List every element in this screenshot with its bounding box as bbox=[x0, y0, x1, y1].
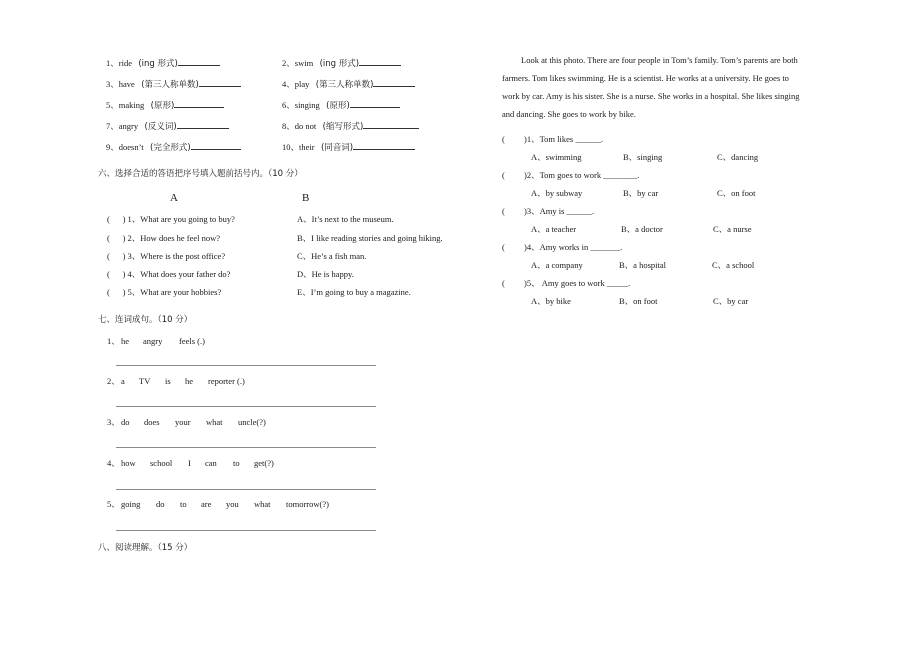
word-form-item-3 bbox=[106, 79, 241, 90]
answer-blank[interactable] bbox=[178, 58, 220, 66]
matching-row-2 bbox=[107, 234, 220, 243]
answer-option: B、I like reading stories and going hiking. bbox=[297, 233, 443, 243]
answer-blank[interactable] bbox=[199, 79, 241, 87]
question-text: 5、What are your hobbies? bbox=[127, 287, 222, 297]
separator: 、 bbox=[286, 121, 295, 131]
section-8-title: 八、阅读理解。（15 分） bbox=[98, 543, 193, 553]
matching-row-3 bbox=[107, 252, 225, 261]
word: are bbox=[201, 499, 212, 509]
section-6-title: 六、选择合适的答语把序号填入题前括号内。（10 分） bbox=[98, 169, 303, 179]
sentence-item-2 bbox=[107, 376, 245, 386]
item-number: 3 bbox=[106, 79, 111, 89]
item-hint: (缩写形式) bbox=[322, 122, 364, 132]
item-number: 8 bbox=[282, 121, 287, 131]
item-word: their bbox=[299, 142, 315, 152]
word: going bbox=[121, 499, 141, 509]
question-stem: )3、Amy is ______. bbox=[524, 206, 595, 216]
item-word: angry bbox=[118, 121, 139, 131]
option-c[interactable]: C、on foot bbox=[717, 188, 756, 198]
answer-bracket[interactable]: ( ) bbox=[107, 269, 126, 279]
item-word: swim bbox=[294, 58, 314, 68]
column-a-header: A bbox=[170, 192, 178, 204]
answer-blank[interactable] bbox=[191, 142, 241, 150]
matching-row-1 bbox=[107, 215, 235, 224]
option-c[interactable]: C、dancing bbox=[717, 152, 759, 162]
word: a bbox=[121, 376, 125, 386]
word: tomorrow(?) bbox=[286, 499, 329, 509]
item-number: 5 bbox=[106, 100, 111, 110]
item-number: 5、 bbox=[107, 499, 120, 509]
item-word: singing bbox=[294, 100, 320, 110]
word: how bbox=[121, 458, 136, 468]
word: he bbox=[121, 336, 130, 346]
word: feels (.) bbox=[179, 336, 205, 346]
answer-blank[interactable] bbox=[359, 58, 401, 66]
item-number: 1 bbox=[106, 58, 111, 68]
word: to bbox=[180, 499, 187, 509]
item-word: play bbox=[294, 79, 310, 89]
option-b[interactable]: B、a doctor bbox=[621, 224, 663, 234]
word: do bbox=[156, 499, 165, 509]
word: what bbox=[254, 499, 271, 509]
passage-line-1: Look at this photo. There are four people in Tom’s family. Tom’s parents are both bbox=[521, 55, 798, 65]
sentence-item-1 bbox=[107, 336, 205, 346]
word-form-item-4 bbox=[282, 79, 415, 90]
option-b[interactable]: B、on foot bbox=[619, 296, 658, 306]
item-hint: (同音词) bbox=[320, 143, 354, 153]
answer-line-5[interactable] bbox=[116, 530, 376, 531]
item-number: 9 bbox=[106, 142, 111, 152]
answer-bracket[interactable]: ( bbox=[502, 206, 505, 216]
reading-question-5 bbox=[502, 278, 631, 288]
sentence-item-3 bbox=[107, 417, 266, 427]
item-hint: (ing 形式) bbox=[319, 59, 360, 69]
answer-bracket[interactable]: ( bbox=[502, 278, 505, 288]
word: he bbox=[185, 376, 194, 386]
word: do bbox=[121, 417, 130, 427]
answer-line-2[interactable] bbox=[116, 406, 376, 407]
option-c[interactable]: C、by car bbox=[713, 296, 749, 306]
answer-blank[interactable] bbox=[350, 100, 400, 108]
item-number: 1、 bbox=[107, 336, 120, 346]
word: uncle(?) bbox=[238, 417, 266, 427]
item-hint: (反义词) bbox=[144, 122, 177, 132]
question-stem: )2、Tom goes to work ________. bbox=[524, 170, 640, 180]
item-word: do not bbox=[294, 121, 317, 131]
sentence-item-4 bbox=[107, 458, 274, 468]
answer-option: C、He’s a fish man. bbox=[297, 251, 367, 261]
reading-question-3 bbox=[502, 206, 595, 216]
question-text: 2、How does he feel now? bbox=[127, 233, 221, 243]
answer-bracket[interactable]: ( ) bbox=[107, 214, 126, 224]
passage-line-4: and dancing. She goes to work by bike. bbox=[502, 109, 636, 119]
option-c[interactable]: C、a nurse bbox=[713, 224, 752, 234]
item-hint: (第三人称单数) bbox=[315, 80, 374, 90]
separator: 、 bbox=[290, 142, 300, 152]
word: is bbox=[165, 376, 171, 386]
item-hint: (ing 形式) bbox=[138, 59, 178, 69]
option-a[interactable]: A、by bike bbox=[531, 296, 571, 306]
option-b[interactable]: B、by car bbox=[623, 188, 659, 198]
word: what bbox=[206, 417, 223, 427]
word-form-item-8 bbox=[282, 121, 419, 132]
answer-option: E、I’m going to buy a magazine. bbox=[297, 287, 411, 297]
item-word: ride bbox=[118, 58, 132, 68]
separator: 、 bbox=[110, 100, 119, 110]
reading-question-1 bbox=[502, 134, 603, 144]
word: does bbox=[144, 417, 160, 427]
word: I bbox=[188, 458, 191, 468]
question-text: 3、Where is the post office? bbox=[127, 251, 226, 261]
item-word: have bbox=[118, 79, 135, 89]
separator: 、 bbox=[286, 100, 295, 110]
section-7-title: 七、连词成句。（10 分） bbox=[98, 315, 193, 325]
separator: 、 bbox=[110, 79, 119, 89]
reading-question-2 bbox=[502, 170, 640, 180]
sentence-item-5 bbox=[107, 499, 329, 509]
item-hint: (原形) bbox=[150, 101, 175, 111]
option-b[interactable]: B、a hospital bbox=[619, 260, 666, 270]
question-text: 4、What does your father do? bbox=[127, 269, 231, 279]
separator: 、 bbox=[110, 121, 119, 131]
answer-blank[interactable] bbox=[174, 100, 224, 108]
separator: 、 bbox=[110, 142, 119, 152]
word-form-item-6 bbox=[282, 100, 400, 111]
question-text: 1、What are you going to buy? bbox=[127, 214, 235, 224]
word: reporter (.) bbox=[208, 376, 245, 386]
answer-bracket[interactable]: ( bbox=[502, 242, 505, 252]
option-c[interactable]: C、a school bbox=[712, 260, 755, 270]
word: get(?) bbox=[254, 458, 274, 468]
word: your bbox=[175, 417, 191, 427]
answer-blank[interactable] bbox=[353, 142, 415, 150]
item-number: 7 bbox=[106, 121, 111, 131]
matching-row-4 bbox=[107, 270, 230, 279]
word: you bbox=[226, 499, 239, 509]
word-form-item-10 bbox=[282, 142, 415, 153]
answer-line-4[interactable] bbox=[116, 489, 376, 490]
matching-row-5 bbox=[107, 288, 221, 297]
item-number: 4、 bbox=[107, 458, 120, 468]
answer-bracket[interactable]: ( ) bbox=[107, 233, 126, 243]
word-form-item-2 bbox=[282, 58, 401, 69]
item-hint: (原形) bbox=[326, 101, 350, 111]
item-number: 10 bbox=[282, 142, 291, 152]
question-stem: )4、Amy works in _______. bbox=[524, 242, 623, 252]
separator: 、 bbox=[110, 58, 119, 68]
answer-bracket[interactable]: ( bbox=[502, 170, 505, 180]
option-a[interactable]: A、a company bbox=[531, 260, 583, 270]
reading-question-4 bbox=[502, 242, 623, 252]
question-stem: )1、Tom likes ______. bbox=[524, 134, 603, 144]
item-number: 3、 bbox=[107, 417, 120, 427]
separator: 、 bbox=[286, 58, 295, 68]
answer-line-3[interactable] bbox=[116, 447, 376, 448]
option-b[interactable]: B、singing bbox=[623, 152, 663, 162]
option-a[interactable]: A、swimming bbox=[531, 152, 582, 162]
word: school bbox=[150, 458, 173, 468]
answer-blank[interactable] bbox=[177, 121, 229, 129]
item-number: 4 bbox=[282, 79, 287, 89]
word-form-item-5 bbox=[106, 100, 224, 111]
question-stem: )5、 Amy goes to work _____. bbox=[524, 278, 631, 288]
answer-bracket[interactable]: ( ) bbox=[107, 287, 126, 297]
passage-line-2: farmers. Tom likes swimming. He is a scientist. He works at a university. He goes to bbox=[502, 73, 789, 83]
item-hint: (完全形式) bbox=[150, 143, 191, 153]
answer-blank[interactable] bbox=[363, 121, 419, 129]
answer-option: D、He is happy. bbox=[297, 269, 354, 279]
word-form-item-7 bbox=[106, 121, 229, 132]
passage-line-3: work by car. Amy is his sister. She is a nurse. She works in a hospital. She likes singing bbox=[502, 91, 800, 101]
word: TV bbox=[139, 376, 151, 386]
word: can bbox=[205, 458, 217, 468]
column-b-header: B bbox=[302, 192, 310, 204]
answer-bracket[interactable]: ( ) bbox=[107, 251, 126, 261]
separator: 、 bbox=[286, 79, 295, 89]
item-hint: (第三人称单数) bbox=[141, 80, 199, 90]
answer-line-1[interactable] bbox=[116, 365, 376, 366]
answer-option: A、It’s next to the museum. bbox=[297, 214, 394, 224]
word-form-item-9 bbox=[106, 142, 241, 153]
word: angry bbox=[143, 336, 163, 346]
item-word: making bbox=[118, 100, 145, 110]
item-number: 2 bbox=[282, 58, 287, 68]
word-form-item-1 bbox=[106, 58, 220, 69]
item-number: 6 bbox=[282, 100, 287, 110]
answer-bracket[interactable]: ( bbox=[502, 134, 505, 144]
answer-blank[interactable] bbox=[373, 79, 415, 87]
option-a[interactable]: A、a teacher bbox=[531, 224, 577, 234]
item-word: doesn’t bbox=[118, 142, 144, 152]
item-number: 2、 bbox=[107, 376, 120, 386]
option-a[interactable]: A、by subway bbox=[531, 188, 583, 198]
word: to bbox=[233, 458, 240, 468]
